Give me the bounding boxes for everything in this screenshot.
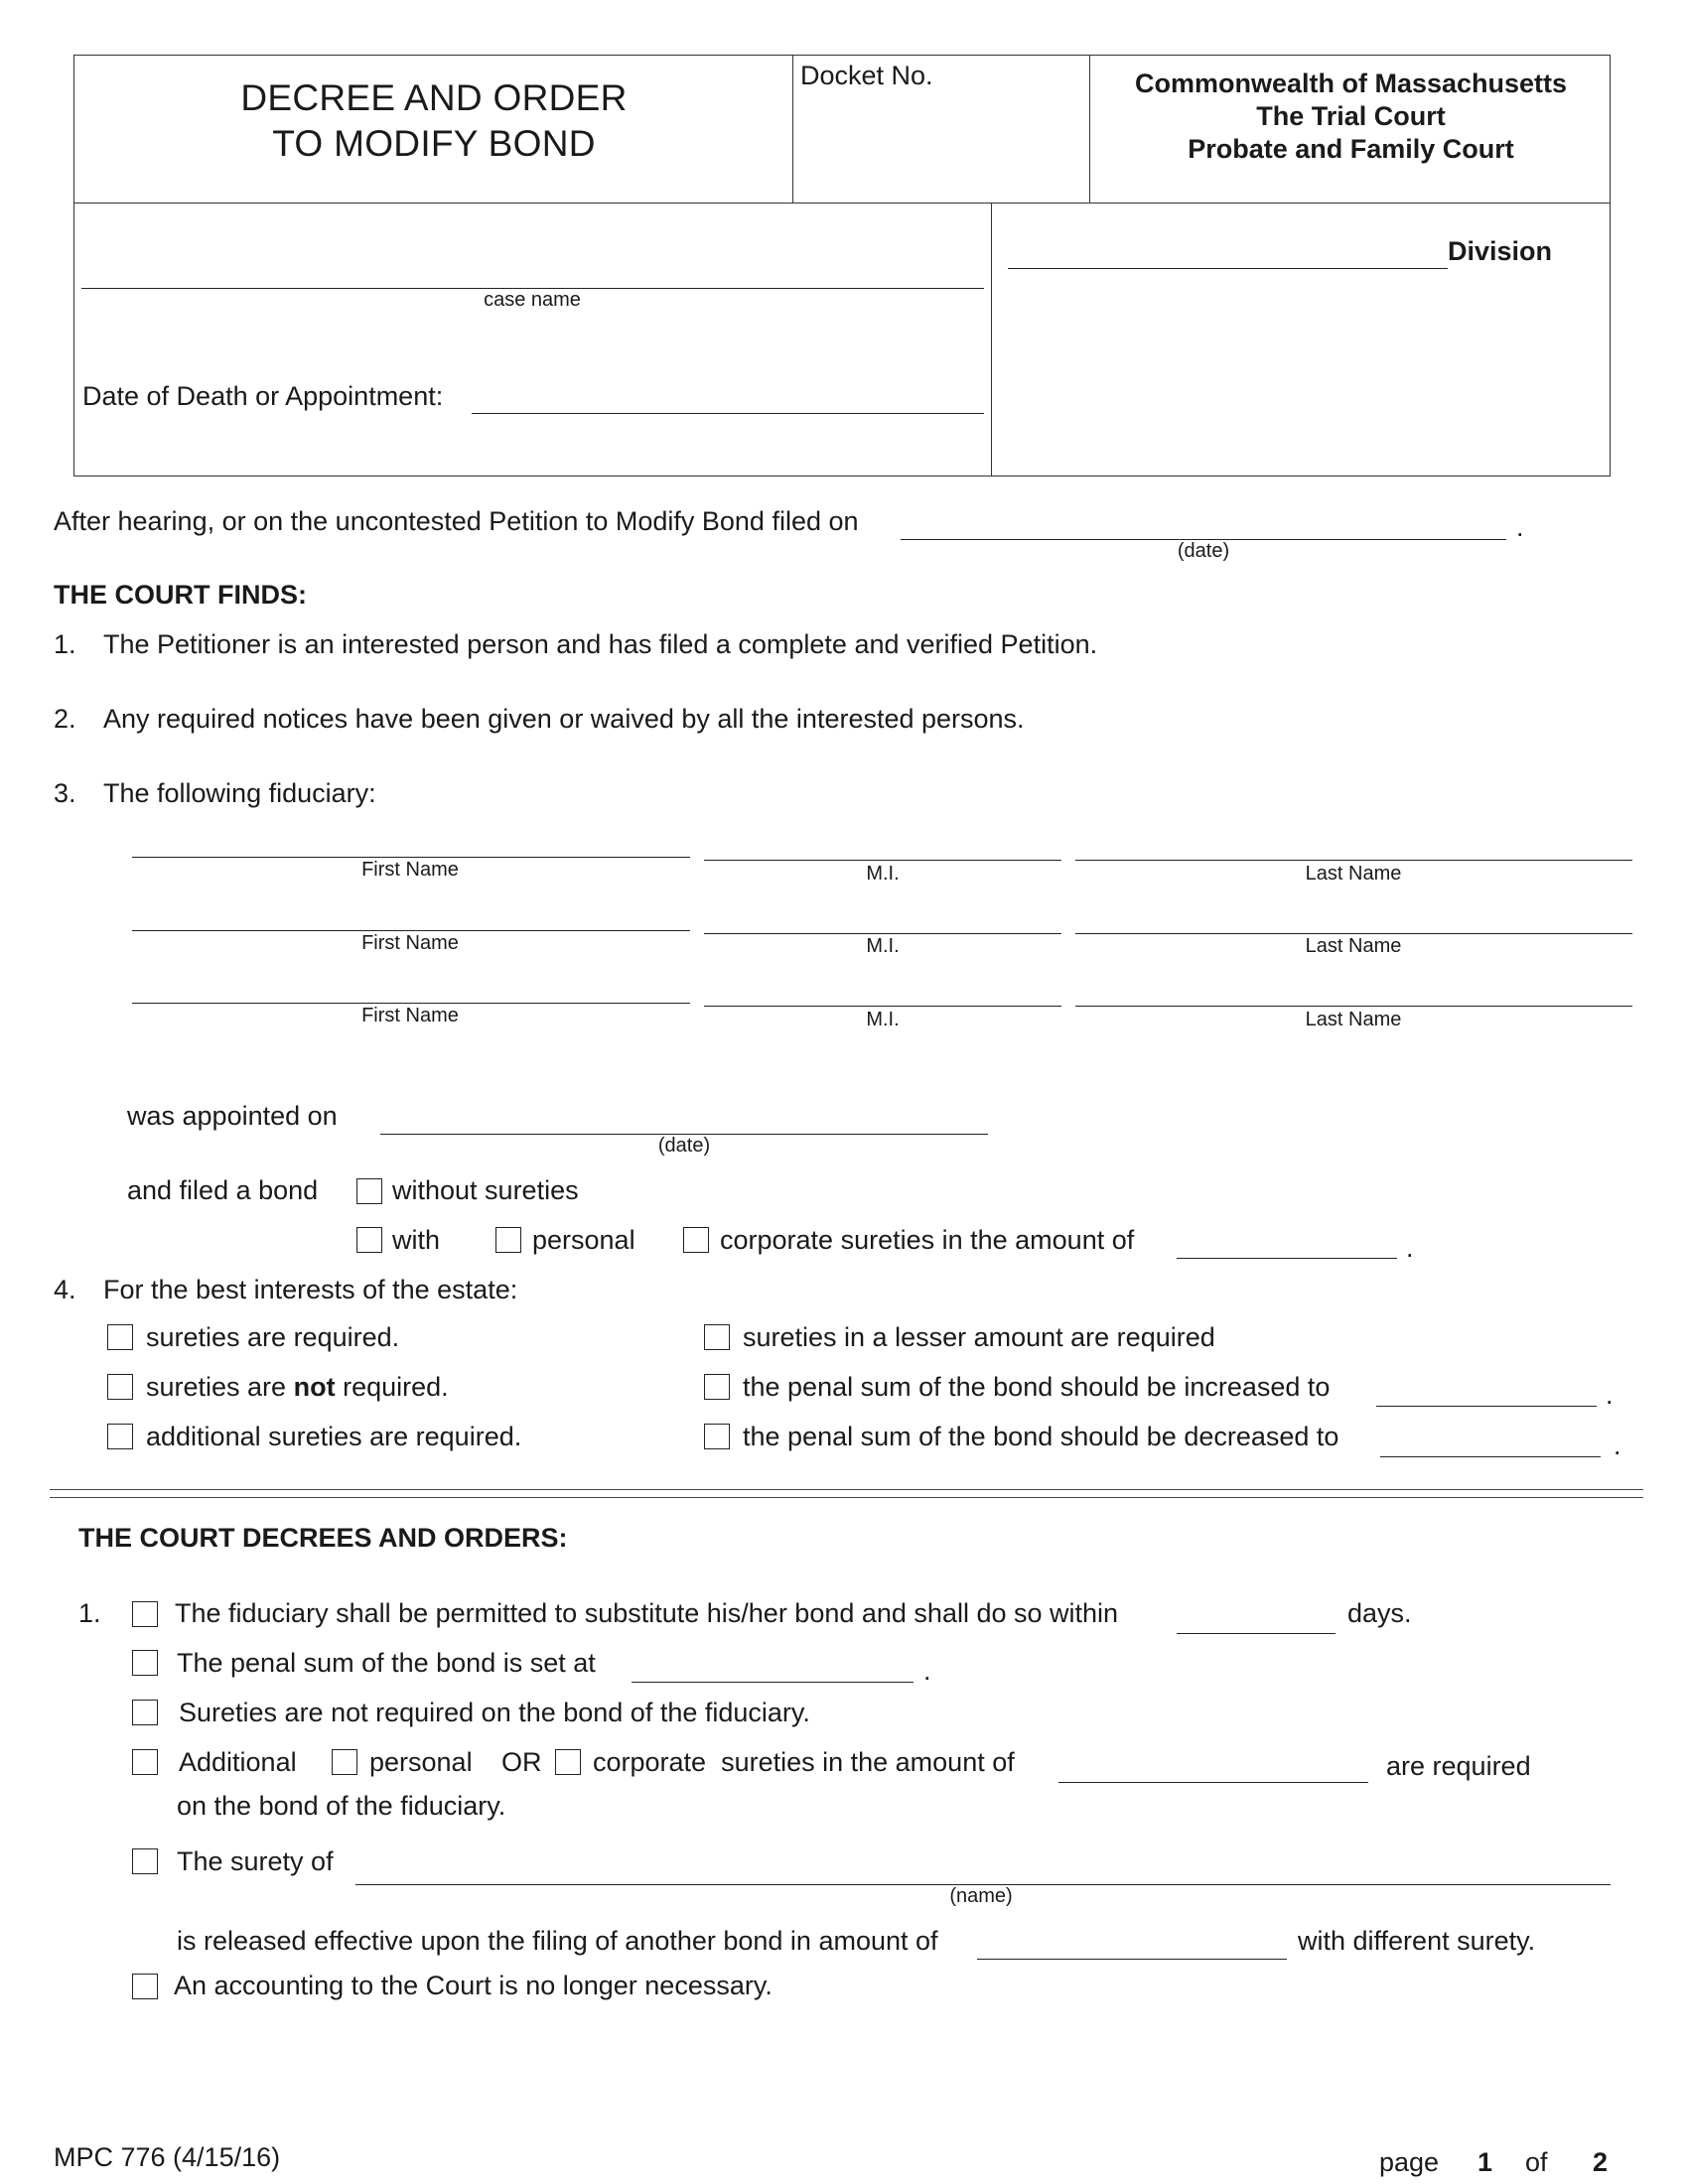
form-id: MPC 776 (4/15/16) [54, 2142, 281, 2172]
surety-release-checkbox[interactable] [132, 1848, 158, 1874]
sureties-not-required-order-label: Sureties are not required on the bond of the fiduciary. [179, 1698, 810, 1727]
or-label: OR [501, 1747, 542, 1777]
substitute-bond-label: The fiduciary shall be permitted to substitute his/her bond and shall do so within [175, 1598, 1119, 1628]
without-sureties-label: without sureties [392, 1175, 579, 1205]
not-required-post: required. [343, 1372, 449, 1402]
not-required-bold: not [293, 1372, 336, 1402]
finding-2-text: Any required notices have been given or waived by all the interested persons. [103, 704, 1025, 734]
increased-label: the penal sum of the bond should be increased to [743, 1372, 1331, 1402]
section-divider-bottom [50, 1497, 1643, 1498]
mi-label-1: M.I. [866, 863, 900, 885]
court-line1: Commonwealth of Massachusetts [1134, 68, 1568, 98]
finding-2-number: 2. [54, 704, 76, 734]
last-name-line-3[interactable] [1075, 1006, 1632, 1007]
header-vline-2 [1089, 55, 1090, 203]
appointed-date-label: (date) [657, 1135, 711, 1157]
docket-input[interactable] [796, 99, 1084, 199]
mi-label-3: M.I. [866, 1009, 900, 1030]
increased-period: . [1606, 1380, 1614, 1410]
last-name-label-1: Last Name [1305, 863, 1402, 885]
decreased-period: . [1614, 1431, 1621, 1460]
mi-label-2: M.I. [866, 935, 900, 957]
form-title [75, 75, 792, 168]
order-1-number: 1. [78, 1598, 101, 1628]
personal-order-checkbox[interactable] [332, 1749, 357, 1775]
appointed-label: was appointed on [127, 1101, 338, 1131]
first-name-line-2[interactable] [132, 930, 690, 931]
finding-1-number: 1. [54, 629, 76, 659]
sureties-not-required-label [146, 1374, 449, 1401]
orders-heading: THE COURT DECREES AND ORDERS: [78, 1523, 568, 1553]
corporate-order-label: corporate sureties in the amount of [593, 1747, 1015, 1777]
with-checkbox[interactable] [356, 1227, 382, 1253]
court-line3: Probate and Family Court [1188, 134, 1514, 164]
of-label: of [1525, 2147, 1548, 2177]
first-name-line-3[interactable] [132, 1003, 690, 1004]
petition-date-label: (date) [1177, 540, 1230, 562]
sureties-not-required-order-checkbox[interactable] [132, 1700, 158, 1725]
personal-checkbox[interactable] [495, 1227, 521, 1253]
days-label: days. [1347, 1598, 1412, 1628]
decreased-checkbox[interactable] [704, 1424, 730, 1449]
accounting-checkbox[interactable] [132, 1974, 158, 1999]
last-name-line-1[interactable] [1075, 860, 1632, 861]
first-name-label-3: First Name [361, 1005, 459, 1026]
on-bond-label: on the bond of the fiduciary. [177, 1791, 506, 1821]
header-divider [73, 203, 1611, 204]
additional-order-checkbox[interactable] [132, 1749, 158, 1775]
findings-heading: THE COURT FINDS: [54, 580, 307, 610]
personal-label: personal [532, 1225, 635, 1255]
penal-sum-line[interactable] [632, 1682, 914, 1683]
sureties-not-required-checkbox[interactable] [107, 1374, 133, 1400]
date-of-death-line[interactable] [472, 413, 984, 414]
court-line2: The Trial Court [1256, 101, 1446, 131]
penal-sum-label: The penal sum of the bond is set at [177, 1648, 596, 1678]
case-name-label: case name [484, 289, 581, 311]
filed-bond-label: and filed a bond [127, 1175, 319, 1205]
form-title-line1: DECREE AND ORDER [240, 77, 628, 118]
first-name-line-1[interactable] [132, 857, 690, 858]
penal-sum-checkbox[interactable] [132, 1650, 158, 1676]
page-label: page [1379, 2147, 1440, 2177]
increased-amount-line[interactable] [1376, 1406, 1597, 1407]
lesser-amount-checkbox[interactable] [704, 1324, 730, 1350]
docket-label: Docket No. [800, 61, 933, 90]
corporate-amount-label: corporate sureties in the amount of [720, 1225, 1135, 1255]
bond-amount-line[interactable] [1177, 1258, 1397, 1259]
mi-line-2[interactable] [704, 933, 1061, 934]
substitute-bond-checkbox[interactable] [132, 1601, 158, 1627]
surety-of-label: The surety of [177, 1846, 334, 1876]
are-required-label: are required [1386, 1751, 1531, 1781]
not-required-pre: sureties are [146, 1372, 287, 1402]
decreased-amount-line[interactable] [1380, 1456, 1601, 1457]
finding-4-number: 4. [54, 1275, 76, 1304]
penal-sum-period: . [923, 1656, 931, 1686]
header-vline-1 [792, 55, 793, 203]
with-label: with [392, 1225, 441, 1255]
released-label: is released effective upon the filing of another bond in amount of [177, 1926, 938, 1956]
accounting-label: An accounting to the Court is no longer necessary. [174, 1971, 773, 2000]
corporate-checkbox[interactable] [683, 1227, 709, 1253]
first-name-label-1: First Name [361, 859, 459, 881]
increased-checkbox[interactable] [704, 1374, 730, 1400]
additional-sureties-label: additional sureties are required. [146, 1422, 522, 1451]
sureties-required-checkbox[interactable] [107, 1324, 133, 1350]
without-sureties-checkbox[interactable] [356, 1178, 382, 1204]
days-line[interactable] [1177, 1633, 1336, 1634]
lesser-amount-label: sureties in a lesser amount are required [743, 1322, 1215, 1352]
surety-name-label: (name) [949, 1885, 1013, 1907]
division-line[interactable] [1008, 268, 1448, 269]
last-name-label-3: Last Name [1305, 1009, 1402, 1030]
mi-line-3[interactable] [704, 1006, 1061, 1007]
sureties-required-label: sureties are required. [146, 1322, 400, 1352]
page-total: 2 [1593, 2147, 1609, 2177]
additional-order-label: Additional [179, 1747, 297, 1777]
section-divider-top [50, 1489, 1643, 1490]
release-amount-line[interactable] [977, 1959, 1287, 1960]
finding-3-number: 3. [54, 778, 76, 808]
mi-line-1[interactable] [704, 860, 1061, 861]
intro-period: . [1516, 512, 1524, 542]
bond-amount-period: . [1406, 1233, 1414, 1263]
additional-amount-line[interactable] [1058, 1782, 1368, 1783]
additional-sureties-checkbox[interactable] [107, 1424, 133, 1449]
different-surety-label: with different surety. [1298, 1926, 1536, 1956]
finding-3-text: The following fiduciary: [103, 778, 376, 808]
form-title-line2: TO MODIFY BOND [272, 123, 596, 165]
header-vline-3 [991, 203, 992, 477]
division-label: Division [1448, 236, 1553, 266]
court-name [1091, 68, 1611, 166]
date-of-death-label: Date of Death or Appointment: [82, 381, 444, 411]
finding-4-text: For the best interests of the estate: [103, 1275, 518, 1304]
finding-1-text: The Petitioner is an interested person and has filed a complete and verified Petition. [103, 629, 1098, 659]
intro-text: After hearing, or on the uncontested Petition to Modify Bond filed on [54, 506, 859, 536]
corporate-order-checkbox[interactable] [555, 1749, 581, 1775]
first-name-label-2: First Name [361, 932, 459, 954]
page-number: 1 [1477, 2147, 1493, 2177]
decreased-label: the penal sum of the bond should be decreased to [743, 1422, 1339, 1451]
personal-order-label: personal [369, 1747, 473, 1777]
last-name-label-2: Last Name [1305, 935, 1402, 957]
last-name-line-2[interactable] [1075, 933, 1632, 934]
